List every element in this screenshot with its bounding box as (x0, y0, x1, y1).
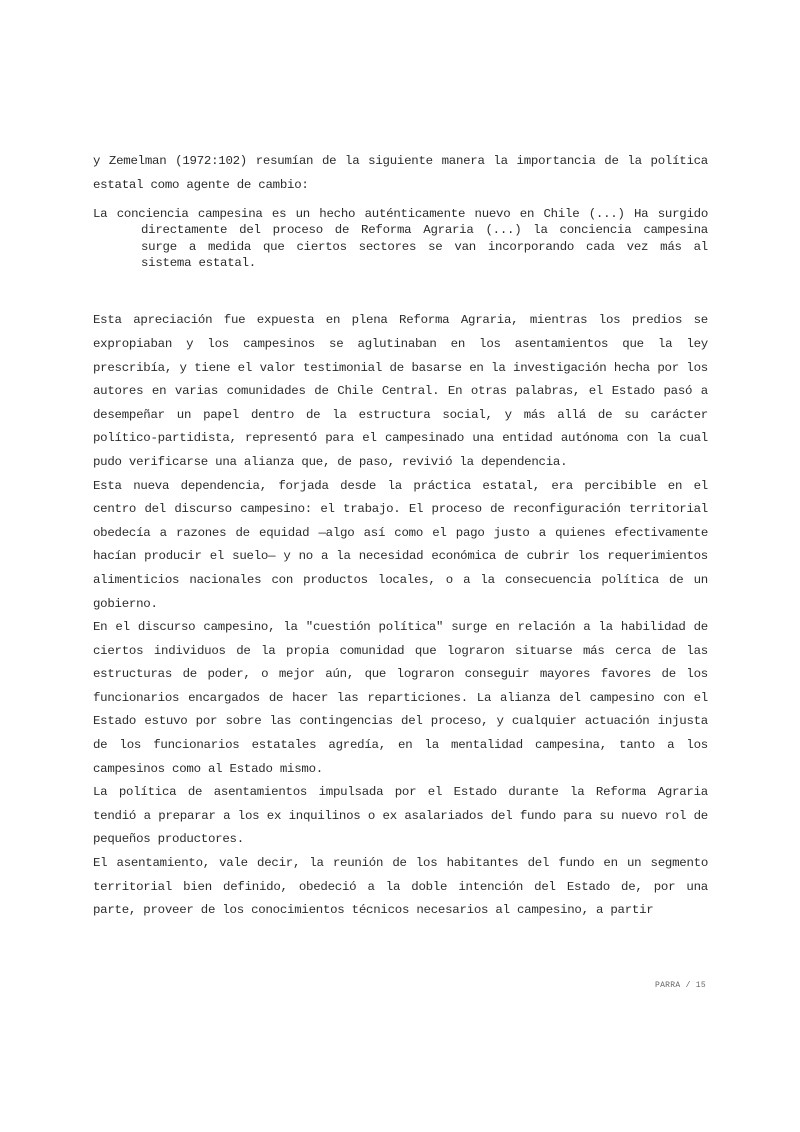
paragraph-1: Esta apreciación fue expuesta en plena Reforma Agraria, mientras los predios se expropiaban y los campesinos se aglutinaban en los asentamientos que la ley prescribía, y tiene el valor testimonial de basarse en la investigación hecha por los autores en varias comunidades de Chile Central. En otras palabras, el Estado pasó a desempeñar un papel dentro de la estructura social, y más allá de su carácter político-partidista, representó para el campesinado una entidad autónoma con la cual pudo verificarse una alianza que, de paso, revivió la dependencia. (93, 313, 708, 469)
paragraph-2: Esta nueva dependencia, forjada desde la práctica estatal, era percibible en el centro del discurso campesino: el trabajo. El proceso de reconfiguración territorial obedecía a razones de equidad —algo así como el pago justo a quienes efectivamente hacían producir el suelo— y no a la necesidad económica de cubrir los requerimientos alimenticios nacionales con productos locales, o a la consecuencia política de un gobierno. (93, 478, 708, 611)
paragraph-5: El asentamiento, vale decir, la reunión de los habitantes del fundo en un segmento territorial bien definido, obedeció a la doble intención del Estado de, por una parte, proveer de los conocimientos técnicos necesarios al campesino, a partir (93, 856, 708, 918)
paragraph-4: La política de asentamientos impulsada por el Estado durante la Reforma Agraria tendió a preparar a los ex inquilinos o ex asalariados del fundo para su nuevo rol de pequeños productores. (93, 785, 708, 847)
block-quote: La conciencia campesina es un hecho auténticamente nuevo en Chile (...) Ha surgido directamente del proceso de Reforma Agraria (...) la conciencia campesina surge a medida que ciertos sectores se van incorporando cada vez más al sistema estatal. (93, 207, 708, 271)
paragraph-gap (93, 271, 708, 309)
paragraph-3: En el discurso campesino, la "cuestión política" surge en relación a la habilidad de ciertos individuos de la propia comunidad que lograron situarse más cerca de las estructuras de poder, o mejor aún, que lograron conseguir mayores favores de los funcionarios encargados de hacer las reparticiones. La alianza del campesino con el Estado estuvo por sobre las contingencias del proceso, y cualquier actuación injusta de los funcionarios estatales agredía, en la mentalidad campesina, tanto a los campesinos como al Estado mismo. (93, 620, 708, 776)
document-body (93, 150, 708, 923)
paragraph-intro: y Zemelman (1972:102) resumían de la siguiente manera la importancia de la política estatal como agente de cambio: (93, 154, 708, 192)
page-footer: PARRA / 15 (654, 981, 706, 990)
